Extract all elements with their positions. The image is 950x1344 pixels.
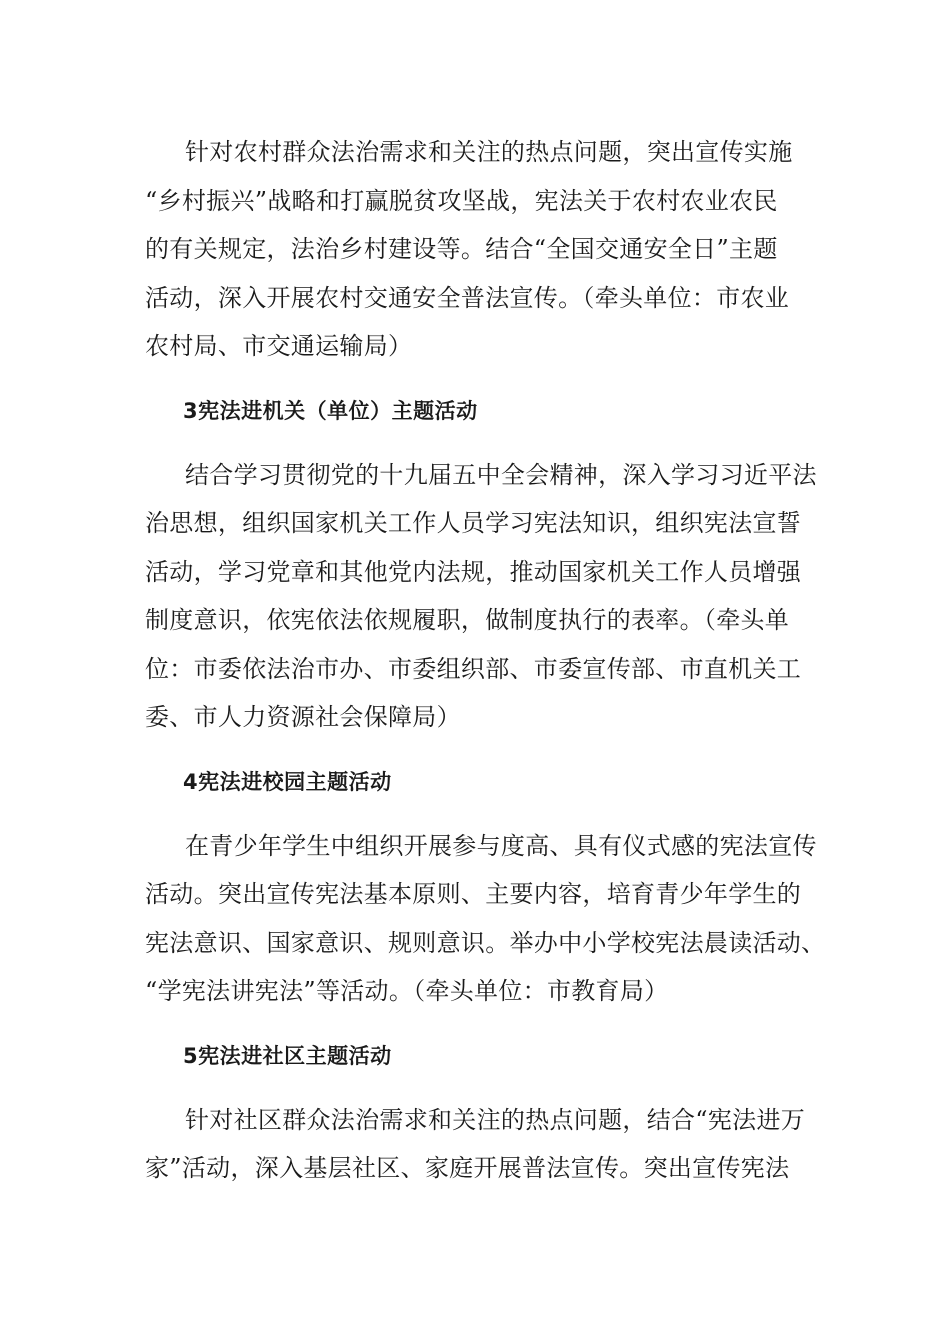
paragraph-rural-publicity [145,128,810,371]
paragraph-community-activity [145,1096,810,1193]
text-line: “学宪法讲宪法”等活动。（牵头单位：市教育局） [145,977,669,1005]
text-line: 在青少年学生中组织开展参与度高、具有仪式感的宪法宣传 [185,831,817,860]
paragraph-agencies-activity [145,451,817,742]
document-body [145,128,826,1193]
text-line: 针对社区群众法治需求和关注的热点问题，结合“宪法进万 [185,1105,806,1134]
text-line: 制度意识，依宪依法依规履职，做制度执行的表率。（牵头单 [145,606,790,634]
text-line: 委、市人力资源社会保障局） [145,703,461,731]
text-line: 宪法意识、国家意识、规则意识。举办中小学校宪法晨读活动、 [145,928,826,957]
heading-constitution-into-campus: 4宪法进校园主题活动 [183,769,392,794]
text-line: 家”活动，深入基层社区、家庭开展普法宣传。突出宣传宪法 [145,1154,790,1182]
text-line: 的有关规定，法治乡村建设等。结合“全国交通安全日”主题 [145,235,778,263]
text-line: 农村局、市交通运输局） [145,332,413,360]
text-line: 针对农村群众法治需求和关注的热点问题，突出宣传实施 [185,138,793,166]
text-line: 位：市委依法治市办、市委组织部、市委宣传部、市直机关工 [145,654,802,683]
paragraph-campus-activity [145,822,826,1016]
text-line: 治思想，组织国家机关工作人员学习宪法知识，组织宪法宣誓 [145,509,802,537]
heading-constitution-into-agencies: 3宪法进机关（单位）主题活动 [183,398,478,423]
text-line: 活动，深入开展农村交通安全普法宣传。（牵头单位：市农业 [145,283,790,312]
heading-constitution-into-community: 5宪法进社区主题活动 [183,1043,392,1068]
text-line: 活动。突出宣传宪法基本原则、主要内容，培育青少年学生的 [145,880,802,908]
text-line: 结合学习贯彻党的十九届五中全会精神，深入学习习近平法 [185,460,817,489]
text-line: 活动，学习党章和其他党内法规，推动国家机关工作人员增强 [145,557,802,586]
text-line: “乡村振兴”战略和打赢脱贫攻坚战，宪法关于农村农业农民 [145,186,778,215]
